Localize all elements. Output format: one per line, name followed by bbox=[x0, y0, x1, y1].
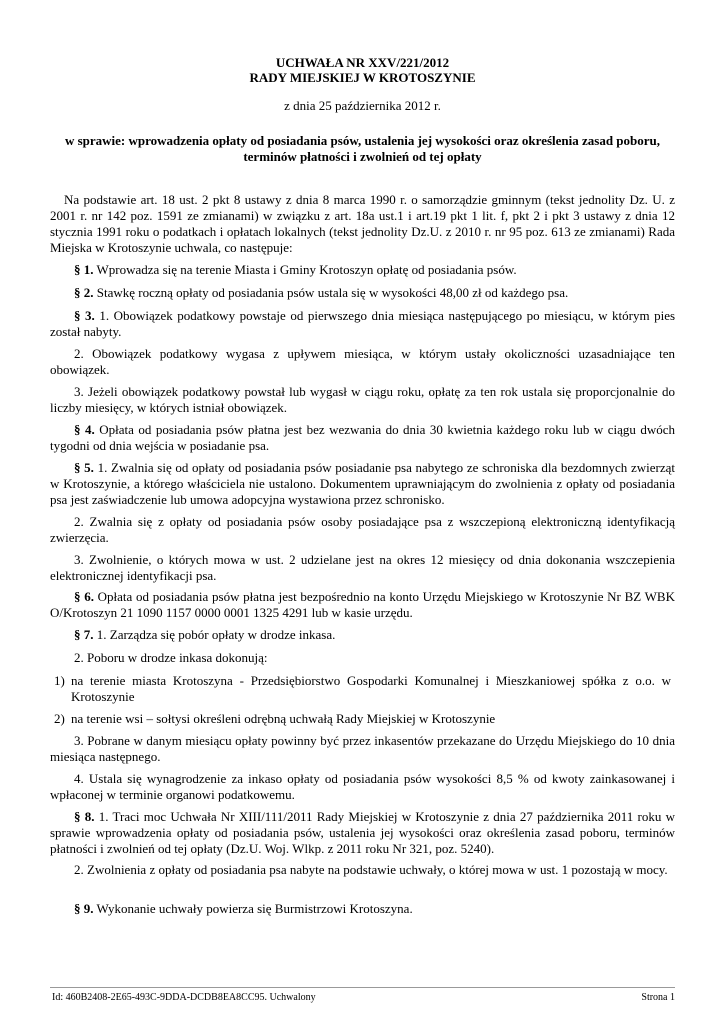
section-1-text: Wprowadza się na terenie Miasta i Gminy Krotoszyn opłatę od posiadania psów. bbox=[96, 262, 517, 277]
section-4-mark: § 4. bbox=[74, 422, 95, 437]
section-6: § 6. Opłata od posiadania psów płatna jest bezpośrednio na konto Urzędu Miejskiego w Krotoszynie Nr BZ WBK O/Krotoszyn 21 1090 1157 0000 0001 1325 4291 lub w kasie urzędu. bbox=[50, 589, 675, 620]
list-item bbox=[54, 673, 674, 705]
document-subject: w sprawie: wprowadzenia opłaty od posiadania psów, ustalenia jej wysokości oraz określenia zasad poboru, terminów płatności i zwolnień od tej opłaty bbox=[64, 133, 661, 164]
section-7-p3: 3. Pobrane w danym miesiącu opłaty powinny być przez inkasentów przekazane do Urzędu Miejskiego do 10 dnia miesiąca następnego. bbox=[50, 733, 675, 764]
section-3-p2: 2. Obowiązek podatkowy wygasa z upływem miesiąca, w którym ustały okoliczności uzasadniające ten obowiązek. bbox=[50, 346, 675, 377]
section-5-p3: 3. Zwolnienie, o których mowa w ust. 2 udzielane jest na okres 12 miesięcy od dnia dokonania wszczepienia elektronicznej identyfikacji psa. bbox=[50, 552, 675, 583]
section-5-p1: § 5. 1. Zwalnia się od opłaty od posiadania psów posiadanie psa nabytego ze schroniska dla bezdomnych zwierząt w Krotoszynie, a którego właściciela nie ustalono. Dokumentem uprawniającym do zwolnienia z opłaty od posiadania psa jest zaświadczenie lub umowa adopcyjna wystawiona przez schronisko. bbox=[50, 460, 675, 507]
section-1-mark: § 1. bbox=[74, 262, 94, 277]
section-7-p1: § 7. 1. Zarządza się pobór opłaty w drodze inkasa. bbox=[74, 627, 336, 642]
footer-divider bbox=[50, 987, 675, 988]
document-title-line2: RADY MIEJSKIEJ W KROTOSZYNIE bbox=[249, 70, 476, 85]
section-9-mark: § 9. bbox=[74, 901, 94, 916]
footer-page-number: Strona 1 bbox=[641, 992, 675, 1003]
document-title-line1: UCHWAŁA NR XXV/221/2012 bbox=[275, 55, 450, 70]
section-2 bbox=[50, 285, 675, 301]
section-5-p2: 2. Zwalnia się z opłaty od posiadania psów osoby posiadające psa z wszczepioną elektroniczną identyfikacją zwierzęcia. bbox=[50, 514, 675, 545]
list-item-number: 1) bbox=[54, 673, 65, 688]
section-1 bbox=[50, 262, 675, 278]
section-7-p4: 4. Ustala się wynagrodzenie za inkaso opłaty od posiadania psów wysokości 8,5 % od kwoty zainkasowanej i wpłaconej w terminie organowi podatkowemu. bbox=[50, 771, 675, 802]
section-7-p2: 2. Poboru w drodze inkasa dokonują: bbox=[74, 650, 268, 665]
section-8-p1: § 8. 1. Traci moc Uchwała Nr XIII/111/2011 Rady Miejskiej w Krotoszynie z dnia 27 października 2011 roku w sprawie wprowadzenia opłaty od posiadania psów, ustalenia jej wysokości oraz określenia zasad poboru, terminów płatności i zwolnień od tej opłaty (Dz.U. Woj. Wlkp. z 2011 roku Nr 321, poz. 5240). bbox=[50, 809, 676, 856]
section-2-text: Stawkę roczną opłaty od posiadania psów ustala się w wysokości 48,00 zł od każdego psa. bbox=[96, 285, 569, 300]
section-3-p3: 3. Jeżeli obowiązek podatkowy powstał lub wygasł w ciągu roku, opłatę za ten rok ustala się proporcjonalnie do liczby miesięcy, w których istniał obowiązek. bbox=[50, 384, 675, 415]
list-item-text: na terenie wsi – sołtysi określeni odrębną uchwałą Rady Miejskiej w Krotoszynie bbox=[71, 711, 496, 726]
list-item-text: na terenie miasta Krotoszyna - Przedsiębiorstwo Gospodarki Komunalnej i Mieszkaniowej spółka z o.o. w Krotoszynie bbox=[71, 673, 671, 704]
section-4: § 4. Opłata od posiadania psów płatna jest bez wezwania do dnia 30 kwietnia każdego roku lub w ciągu dwóch tygodni od dnia wejścia w posiadanie psa. bbox=[50, 422, 675, 453]
section-8-mark: § 8. bbox=[74, 809, 95, 824]
section-7-mark: § 7. bbox=[74, 627, 94, 642]
section-3-p1: § 3. 1. Obowiązek podatkowy powstaje od pierwszego dnia miesiąca następującego po miesiącu, w którym pies został nabyty. bbox=[50, 308, 676, 339]
section-3-mark: § 3. bbox=[74, 308, 95, 323]
footer-document-id: Id: 460B2408-2E65-493C-9DDA-DCDB8EA8CC95. Uchwalony bbox=[52, 992, 316, 1003]
section-6-mark: § 6. bbox=[74, 589, 94, 604]
list-item-number: 2) bbox=[54, 711, 65, 726]
section-2-mark: § 2. bbox=[74, 285, 94, 300]
section-9: § 9. Wykonanie uchwały powierza się Burmistrzowi Krotoszyna. bbox=[74, 901, 413, 916]
list-item bbox=[54, 711, 674, 727]
preamble: Na podstawie art. 18 ust. 2 pkt 8 ustawy z dnia 8 marca 1990 r. o samorządzie gminnym (tekst jednolity Dz. U. z 2001 r. nr 142 poz. 1591 ze zmianami) w związku z art. 18a ust.1 i art.19 pkt 1 lit. f, pkt 2 i pkt 3 ustawy z dnia 12 stycznia 1991 roku o podatkach i opłatach lokalnych (tekst jednolity Dz.U. z 2010 r. nr 95 poz. 613 ze zmianami) Rada Miejska w Krotoszynie uchwala, co następuje: bbox=[50, 192, 675, 255]
section-5-mark: § 5. bbox=[74, 460, 94, 475]
document-date: z dnia 25 października 2012 r. bbox=[284, 98, 441, 113]
section-8-p2: 2. Zwolnienia z opłaty od posiadania psa nabyte na podstawie uchwały, o której mowa w ust. 1 pozostają w mocy. bbox=[74, 862, 668, 877]
